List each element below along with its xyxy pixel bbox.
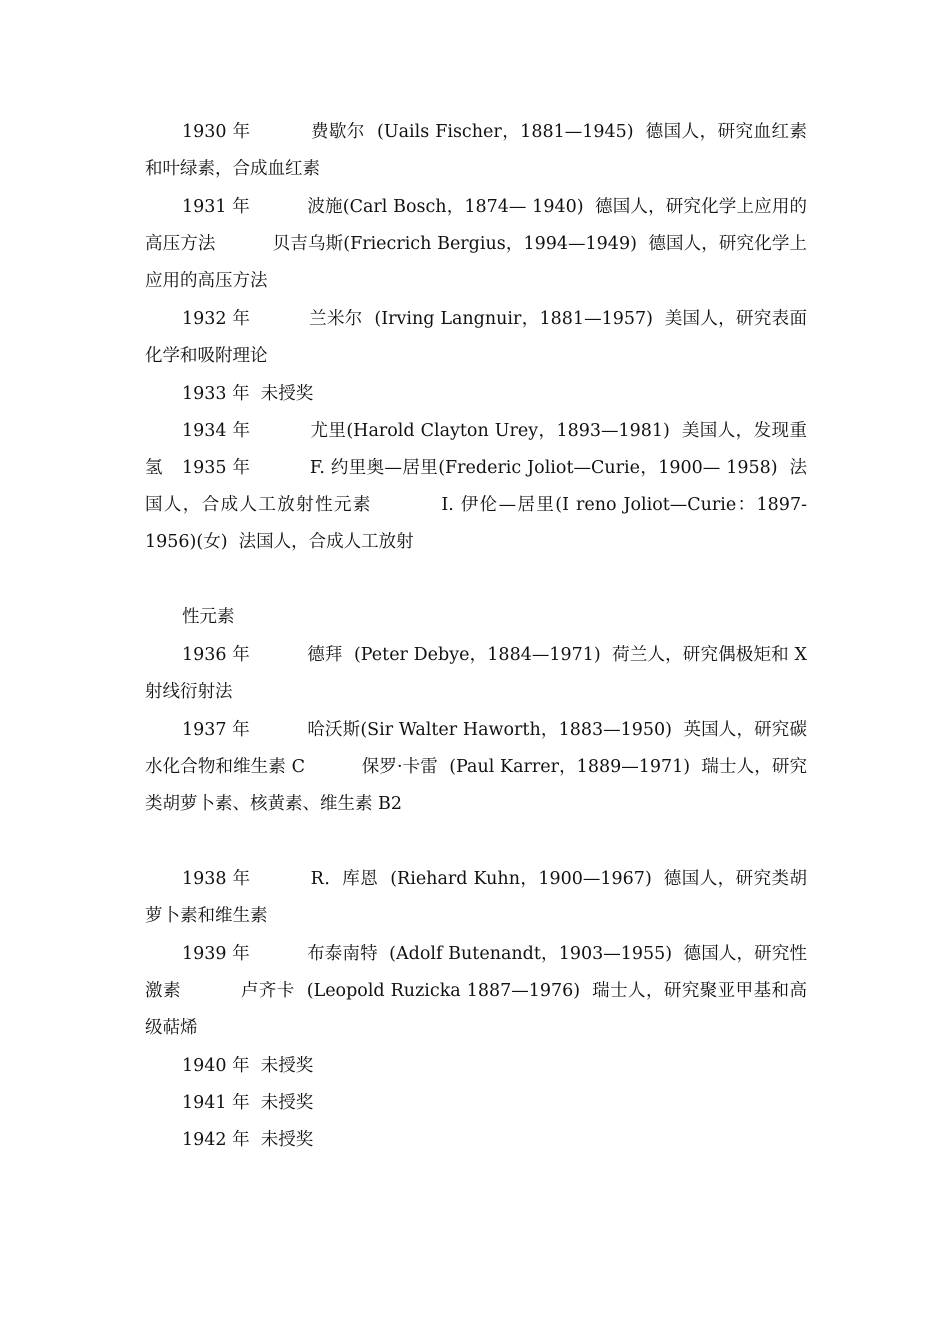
entry-1931: 1931 年 波施(Carl Bosch，1874— 1940) 德国人，研究化学上应用的高压方法 贝吉乌斯(Friecrich Bergius，1994—1949) 德国人，研究化学上应用的高压方法 — [145, 197, 807, 292]
entry-1942: 1942 年 未授奖 — [182, 1130, 314, 1150]
entry-1935-continued: 性元素 — [182, 607, 235, 627]
entry-1932: 1932 年 兰米尔 (Irving Langnuir，1881—1957) 美国人，研究表面化学和吸附理论 — [145, 309, 807, 367]
entry-1930: 1930 年 费歇尔 (Uails Fischer，1881—1945) 德国人，研究血红素和叶绿素，合成血红素 — [145, 122, 807, 180]
entry-1941: 1941 年 未授奖 — [182, 1093, 314, 1113]
entry-1939: 1939 年 布泰南特 (Adolf Butenandt，1903—1955) 德国人，研究性激素 卢齐卡 (Leopold Ruzicka 1887—1976) 瑞士人，研究聚亚甲基和高级萜烯 — [145, 944, 807, 1039]
entry-1938: 1938 年 R．库恩 (Riehard Kuhn，1900—1967) 德国人，研究类胡萝卜素和维生素 — [145, 869, 807, 927]
entry-1934: 1934 年 尤里(Harold Clayton Urey，1893—1981) 美国人，发现重氢 — [145, 421, 807, 479]
entry-1937: 1937 年 哈沃斯(Sir Walter Haworth，1883—1950) 英国人，研究碳水化合物和维生素 C 保罗·卡雷 (Paul Karrer，1889—1971) 瑞士人，研究类胡萝卜素、核黄素、维生素 B2 — [145, 720, 807, 815]
entry-1935: 1935 年 F. 约里奥—居里(Frederic Joliot—Curie，1900— 1958) 法国人，合成人工放射性元素 I. 伊伦—居里(I reno Joliot—Curie：1897-1956)(女) 法国人，合成人工放射 — [145, 458, 807, 553]
entry-1936: 1936 年 德拜 (Peter Debye，1884—1971) 荷兰人，研究偶极矩和 X 射线衍射法 — [145, 645, 813, 703]
entry-1933: 1933 年 未授奖 — [182, 384, 314, 404]
entry-1940: 1940 年 未授奖 — [182, 1056, 314, 1076]
